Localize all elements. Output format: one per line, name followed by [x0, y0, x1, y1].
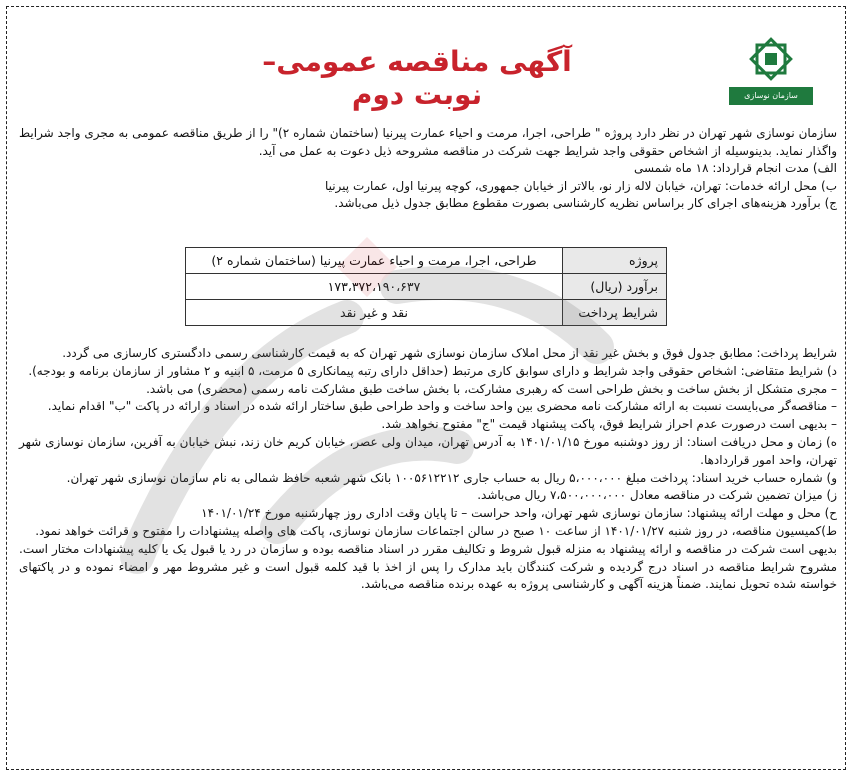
notice-frame — [6, 6, 846, 770]
service-location: ب) محل ارائه خدمات: تهران، خیابان لاله زار نو، بالاتر از خیابان جمهوری، کوچه پیرنیا اول، عمارت پیرنیا — [324, 178, 837, 193]
table-row — [186, 300, 667, 326]
organization-logo — [729, 35, 813, 118]
condition-bullet: – مجری متشکل از بخش ساخت و بخش طراحی است که رهبری مشارکت، با بخش ساخت طبق مشارکت نامه رسمی (محضری) می باشد. — [146, 381, 837, 396]
guarantee-amount: ز) میزان تضمین شرکت در مناقصه معادل ۷،۵۰۰،۰۰۰،۰۰۰ ریال می‌باشد. — [477, 488, 837, 503]
condition-bullet: – مناقصه‌گر می‌بایست نسبت به ارائه مشارکت نامه محضری بین واحد ساخت و واحد طراحی طبق ساختار ارائه شده در اسناد و ارائه در پاکت "ب" اقدام نماید. — [47, 399, 837, 414]
commission-session: ط)کمیسیون مناقصه، در روز شنبه ۱۴۰۱/۰۱/۲۷ از ساعت ۱۰ صبح در سالن اجتماعات سازمان نوسازی، پاکت های واصله پیشنهادات را مفتوح و قرائت خواهد نمود. — [35, 523, 837, 538]
table-label: برآورد (ریال) — [563, 274, 667, 300]
table-label: پروژه — [563, 248, 667, 274]
details-section — [19, 345, 837, 594]
applicant-conditions: د) شرایط متقاضی: اشخاص حقوقی واجد شرایط و دارای سوابق کاری مرتبط (حداقل دارای رتبه پیمانکاری ۵ مرمت، ۵ ابنیه و ۲ مشاور از سازمان برنامه و بودجه). — [28, 363, 837, 378]
intro-paragraph: سازمان نوسازی شهر تهران در نظر دارد پروژه " طراحی، اجرا، مرمت و احیاء عمارت پیرنیا (ساختمان شماره ۲)" را از طریق مناقصه عمومی به مجری واجد شرایط واگذار نماید. بدینوسیله از اشخاص حقوقی واجد شرایط جهت شرکت در مناقصه مشروحه ذیل دعوت به عمل می آید. — [19, 126, 837, 158]
logo-emblem-icon — [747, 35, 795, 83]
logo-caption: سازمان نوسازی شهرتهران — [729, 87, 813, 105]
submission-deadline: ح) محل و مهلت ارائه پیشنهاد: سازمان نوسازی شهر تهران، واحد حراست – تا پایان وقت اداری روز چهارشنبه مورخ ۱۴۰۱/۰۱/۲۴ — [201, 506, 837, 521]
table-row — [186, 274, 667, 300]
intro-section — [19, 125, 837, 213]
payment-terms: شرایط پرداخت: مطابق جدول فوق و بخش غیر نقد از محل املاک سازمان نوسازی شهر تهران که به قیمت کارشناسی رسمی دادگستری کارسازی می گردد. — [62, 346, 837, 360]
table-label: شرایط پرداخت — [563, 300, 667, 326]
contract-duration: الف) مدت انجام قرارداد: ۱۸ ماه شمسی — [633, 161, 837, 175]
table-value: طراحی، اجرا، مرمت و احیاء عمارت پیرنیا (ساختمان شماره ۲) — [186, 248, 563, 274]
project-table — [185, 247, 667, 326]
closing-paragraph: بدیهی است شرکت در مناقصه و ارائه پیشنهاد به منزله قبول شروط و تکالیف مقرر در اسناد مناقصه بوده و سازمان در رد یا قبول یک یا کلیه پیشنهادات مختار است. مشروح شرایط مناقصه در اسناد درج گردیده و شرکت کنندگان باید مدارک را پس از اخذ با قید کلمه قبول است و غیر مشروط مهر و امضاء نموده و در پاکتهای خواسته شده تحویل نمایند. ضمناً هزینه آگهی و کارشناسی پروژه به عهده برنده مناقصه می‌باشد. — [19, 541, 837, 592]
table-value: نقد و غیر نقد — [186, 300, 563, 326]
account-number: و) شماره حساب خرید اسناد: پرداخت مبلغ ۵،۰۰۰،۰۰۰ ریال به حساب جاری ۱۰۰۵۶۱۲۲۱۲ بانک شهر شعبه حافظ شمالی به نام سازمان نوسازی شهر تهران. — [66, 470, 837, 485]
cost-estimate-note: ج) برآورد هزینه‌های اجرای کار براساس نظریه کارشناسی بصورت مقطوع مطابق جدول ذیل می‌باشد. — [334, 196, 837, 210]
notice-title: آگهی مناقصه عمومی– نوبت دوم — [262, 45, 572, 111]
notice-header — [7, 7, 847, 117]
table-row — [186, 248, 667, 274]
document-pickup: ه) زمان و محل دریافت اسناد: از روز دوشنبه مورخ ۱۴۰۱/۰۱/۱۵ به آدرس تهران، میدان ولی عصر، خیابان کریم خان زند، نبش خیابان به آفرین، سازمان نوسازی شهر تهران، واحد امور قراردادها. — [19, 434, 837, 467]
table-value: ۱۷۳،۳۷۲،۱۹۰،۶۳۷ — [186, 274, 563, 300]
condition-bullet: – بدیهی است درصورت عدم احراز شرایط فوق، پاکت پیشنهاد قیمت "ج" مفتوح نخواهد شد. — [381, 417, 837, 432]
